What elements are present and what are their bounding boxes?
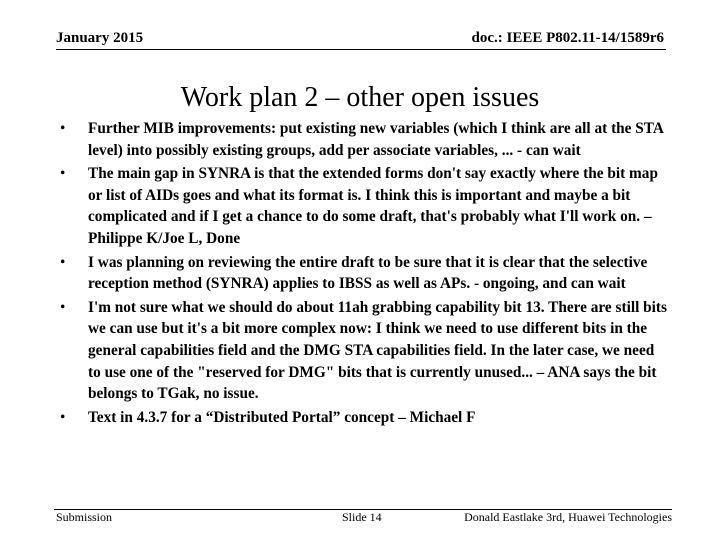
header-rule [56, 49, 666, 50]
bullet-text: Text in 4.3.7 for a “Distributed Portal” concept – Michael F [88, 408, 476, 426]
header-doc-id: doc.: IEEE P802.11-14/1589r6 [471, 30, 664, 46]
bullet-text: I'm not sure what we should do about 11ah grabbing capability bit 13. There are still bits we can use but it's a bit more complex now: I think we need to use different bits in the general capabilities field and the DMG STA capabilities field. In the later case, we need to use one of the "reserved for DMG" bits that is currently unused... – ANA says the bit belongs to TGak, no issue. [88, 298, 667, 403]
footer-author: Donald Eastlake 3rd, Huawei Technologies [464, 510, 672, 524]
bullet-item [58, 118, 670, 161]
bullet-item [58, 407, 670, 429]
header-date: January 2015 [56, 30, 144, 46]
bullet-dot: • [60, 298, 66, 316]
bullet-item [58, 252, 670, 295]
bullet-dot: • [60, 120, 66, 137]
bullet-dot: • [60, 165, 66, 183]
bullet-text: Further MIB improvements: put existing new variables (which I think are all at the STA level) into possibly existing groups, add per associate variables, ... - can wait [88, 120, 664, 159]
bullet-text: The main gap in SYNRA is that the extended forms don't say exactly where the bit map or list of AIDs goes and what its format is. I think this is important and maybe a bit complicated and if I get a chance to do some draft, that's probably what I'll work on. – Philippe K/Joe L, Done [88, 165, 658, 247]
bullet-item [58, 297, 670, 405]
slide-title: Work plan 2 – other open issues [180, 82, 540, 113]
bullet-dot: • [60, 408, 66, 426]
bullet-dot: • [60, 253, 66, 271]
bullet-text: I was planning on reviewing the entire draft to be sure that it is clear that the selective reception method (SYNRA) applies to IBSS as well as APs. - ongoing, and can wait [88, 253, 648, 293]
bullet-item [58, 163, 670, 249]
footer-submission: Submission [56, 510, 113, 524]
footer-slide-number: Slide 14 [342, 510, 382, 524]
bullet-list [58, 118, 670, 430]
